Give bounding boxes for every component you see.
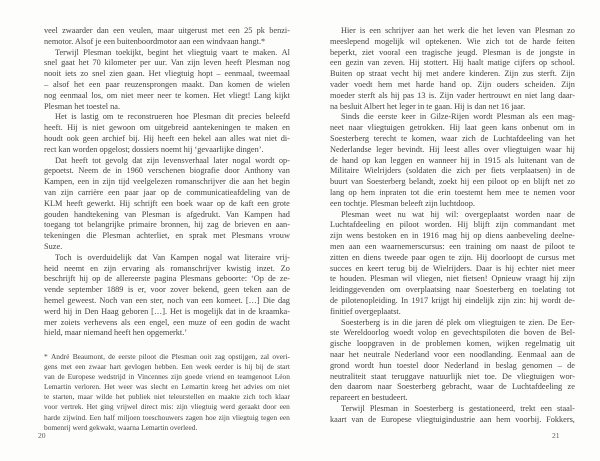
text-line: men aan een waarnemerscursus: een training om naast de piloot te: [330, 241, 575, 251]
text-line: neutraliteit staat teruggave natuurlijk niet toe. De vliegtuigen wor-: [330, 371, 575, 381]
text-line: heid neemt en zijn ervaring als romanschrijver kwistig inzet. Zo: [44, 263, 290, 273]
text-line: buurt van Soesterberg belandt, zoekt hij een piloot op en blijft net zo: [330, 177, 575, 187]
text-line: harde zijwind. Een half miljoen toeschouwers zagen hoe zijn vliegtuig tegen een: [44, 412, 290, 422]
text-line: toegang tot belangrijke primaire bronnen, hij zag de brieven en aan-: [44, 220, 290, 230]
text-line: Plesman het toestel na.: [44, 101, 121, 111]
text-line: snel gaat het 70 kilometer per uur. Van zijn leven heeft Plesman nog: [44, 58, 290, 68]
text-line: Luchtafdeeling en piloot worden. Hij blijft zijn commandant met: [330, 220, 575, 230]
text-line: finitief overgeplaatst.: [330, 306, 401, 316]
text-line: beperkt, ziet vooral een tragische jeugd. Plesman is de jongste in: [330, 47, 575, 57]
text-line: nooit iets zo snel zien gaan. Het vliegtuig hopt – eenmaal, tweemaal: [44, 69, 290, 79]
text-line: gepoetst. Neem de in 1960 verschenen biografie door Anthony van: [44, 166, 290, 176]
text-line: hemel geweest. Noch van een ster, noch van een komeet. […] Die dag: [44, 295, 290, 305]
text-line: – alsof het een paar reuzensprongen maakt. Dan komen de wielen: [44, 79, 290, 89]
text-line: Terwijl Plesman toekijkt, begint het vliegtuig vaart te maken. Al: [55, 47, 290, 57]
text-line: bomenrij werd gekwakt, waarna Lemartin overleed.: [44, 422, 198, 432]
page-right: [300, 0, 600, 461]
text-line: moeder sterft als hij pas 13 is. Zijn vader hertrouwt en niet lang daar-: [330, 90, 575, 100]
page-number: 21: [552, 431, 560, 440]
text-line: een tochtje. Plesman beleeft zijn luchtdoop.: [330, 198, 475, 208]
text-line: zijn wens bestoken en in 1916 mag hij op diens aanbeveling deelne-: [330, 231, 575, 241]
text-line: gische loopgraven in de problemen komen, wijken regelmatig uit: [330, 339, 575, 349]
text-line: neet naar vliegtuigen getrokken. Hij laat geen kans onbenut om in: [330, 123, 575, 133]
page-body: [44, 26, 290, 339]
text-line: Plesman weet nu wat hij wil: overgeplaatst worden naar de: [341, 209, 575, 219]
text-line: te houden. Plesman wil vliegen, niet fietsen! Opnieuw vraagt hij zijn: [330, 274, 575, 284]
text-line: de pilotenopleiding. In 1917 krijgt hij eindelijk zijn zin: hij wordt de-: [330, 295, 575, 305]
text-line: van zijn carrière een paar jaar op de communicatieafdeling van de: [44, 187, 290, 197]
text-line: grond wordt hun toestel door Nederland in beslag genomen – de: [330, 360, 575, 370]
text-line: ste Wereldoorlog woedt volop en gevechtspiloten die boven de Bel-: [330, 328, 575, 338]
text-line: mer zoiets verhevens als een engel, een muze of een godin de wacht: [44, 317, 290, 327]
text-line: rect kan worden opgelost; dossiers noemt hij ‘gevaarlijke dingen’.: [44, 144, 264, 154]
text-line: Terwijl Plesman in Soesterberg is gestationeerd, trekt een staal-: [341, 403, 575, 413]
footnote: [44, 352, 290, 433]
text-line: Dat heeft tot gevolg dat zijn levensverhaal later nogal wordt op-: [55, 155, 290, 165]
text-line: heeft. Hij is niet gewoon om uitgebreid aantekeningen te maken en: [44, 123, 290, 133]
text-line: nemotor. Alsof je een buitenboordmotor aan een windvaan hangt.*: [44, 36, 266, 46]
text-line: hield, maar niemand heeft hen opgemerkt.’: [44, 328, 188, 338]
text-line: Het is lastig om te reconstrueren hoe Plesman dit precies beleefd: [55, 112, 290, 122]
page-number: 20: [38, 431, 46, 440]
text-line: den daarom naar Soesterberg gebracht, waar de Luchtafdeeling ze: [330, 382, 575, 392]
text-line: gens met een zwaar hart gevlogen hebben. Een week eerder is hij bij de start: [44, 362, 290, 372]
text-line: werd hij in Den Haag geboren […]. Het is mogelijk dat in de kraamka-: [44, 306, 290, 316]
text-line: Nederlandse leger bevindt. Hij leest alles over vliegtuigen waar hij: [330, 144, 575, 154]
text-line: succes en keert terug bij de Wielrijders. Daar is hij echter niet meer: [330, 263, 575, 273]
text-line: Militaire Wielrijders (soldaten die zich per fiets verplaatsen) in de: [330, 166, 575, 176]
text-line: Toch is overduidelijk dat Van Kampen nogal wat literaire vrij-: [55, 252, 290, 262]
text-line: vader voedt hem met harde hand op. Zijn ouders scheiden. Zijn: [330, 79, 575, 89]
text-line: veel zwaarder dan een veulen, maar uitgerust met een 25 pk benzi-: [44, 26, 290, 35]
text-line: Lemartin verloren. Het weer was slecht en Lemartin kreeg het advies om niet: [44, 382, 290, 392]
text-line: vende september 1889 is er, voor zover bekend, geen teken aan de: [44, 285, 290, 295]
text-line: nog eenmaal los, om niet meer neer te komen. Het vliegt! Lang kijkt: [44, 90, 290, 100]
text-line: zitten en diens tweede paar ogen te zijn. Hij doorloopt de cursus met: [330, 252, 575, 262]
text-line: leidinggevenden om overplaatsing naar Soesterberg en toelating tot: [330, 285, 575, 295]
text-line: de hand op kan leggen en wanneer hij in 1915 als luitenant van de: [330, 155, 575, 165]
text-line: een gezin van zeven. Hij stottert. Hij haalt matige cijfers op school.: [330, 58, 575, 68]
text-line: houdt ook geen archief bij. Hij heeft een hekel aan alles wat niet di-: [44, 133, 290, 143]
text-line: repareert en bestudeert.: [330, 393, 408, 403]
text-line: meeslepend mogelijk wil optekenen. Wie zich tot de harde feiten: [330, 36, 575, 46]
text-line: Kampen, een in zijn tijd veelgelezen romanschrijver die aan het begin: [44, 177, 290, 187]
text-line: Hier is een schrijver aan het werk die het leven van Plesman zo: [341, 26, 575, 35]
text-line: gouden handtekening van Plesman is afgedrukt. Van Kampen had: [44, 209, 290, 219]
page-body: [330, 26, 575, 425]
text-line: kaart van de Europese vliegtuigindustrie aan hem voorbij. Fokkers,: [330, 414, 575, 424]
text-line: Sinds die eerste keer in Gilze-Rijen wordt Plesman als een mag-: [341, 112, 575, 122]
text-line: Soesterberg terecht te komen, waar zich de Luchtafdeeling van het: [330, 133, 575, 143]
text-line: tekeningen die Plesman achterliet, en sprak met Plesmans vrouw: [44, 231, 290, 241]
text-line: beschrijft hij op de allereerste pagina Plesmans geboorte: ‘Op de ze-: [44, 274, 290, 284]
text-line: Buiten op straat vecht hij met andere kinderen. Zijn zus sterft. Zijn: [330, 69, 575, 79]
text-line: Suze.: [44, 241, 63, 251]
text-line: van de Europese wedstrijd in Vincennes zijn goede vriend en teamgenoot Léon: [44, 372, 290, 382]
text-line: voor vertrek. Het ging vrijwel direct mis: zijn vliegtuig werd geraakt door een: [44, 402, 290, 412]
text-line: lang op hem inpraten tot die erin toestemt hem mee te nemen voor: [330, 187, 575, 197]
text-line: Soesterberg is in die jaren dé plek om vliegtuigen te zien. De Eer-: [341, 317, 575, 327]
text-line: naar het neutrale Nederland voor een noodlanding. Eenmaal aan de: [330, 349, 575, 359]
text-line: na besluit Albert het leger in te gaan. Hij is dan net 16 jaar.: [330, 101, 526, 111]
text-line: KLM heeft gewerkt. Hij schrijft een boek waar op de kaft een grote: [44, 198, 290, 208]
text-line: * André Beaumont, de eerste piloot die Plesman ooit zag opstijgen, zal overi-: [44, 352, 290, 361]
text-line: te starten, maar wilde het publiek niet teleurstellen en maakte zich toch klaar: [44, 392, 290, 402]
